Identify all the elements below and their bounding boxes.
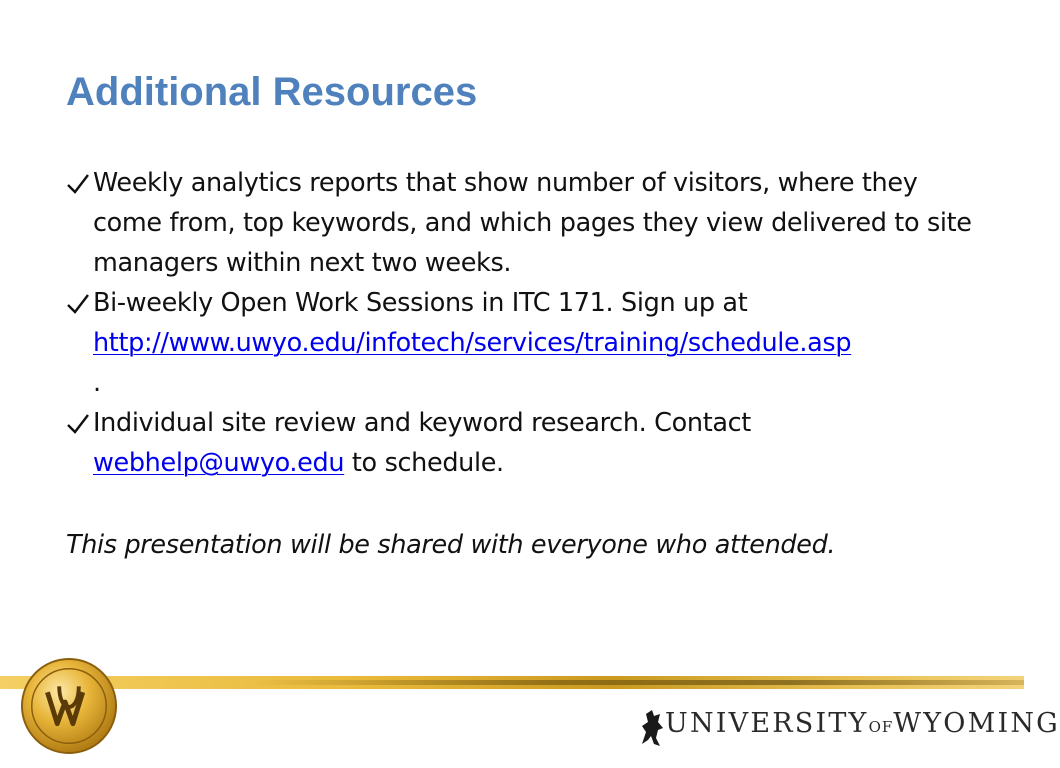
wordmark-of: OF: [868, 718, 894, 736]
bullet-text: Bi-weekly Open Work Sessions in ITC 171. Sign up at: [93, 288, 748, 318]
webhelp-email-link[interactable]: webhelp@uwyo.edu: [93, 448, 345, 478]
closing-note: This presentation will be shared with everyone who attended.: [66, 530, 836, 560]
check-icon: [66, 403, 92, 443]
university-wordmark: [665, 708, 1060, 739]
bullet-item-site-review: [66, 403, 986, 483]
wordmark-wyoming: WYOMING: [893, 708, 1060, 739]
schedule-link[interactable]: http://www.uwyo.edu/infotech/services/training/schedule.asp: [93, 328, 852, 358]
bucking-horse-icon: [636, 704, 666, 748]
check-icon: [66, 163, 92, 203]
footer-band-shadow: [250, 680, 1024, 685]
bullet-item-analytics: [66, 163, 986, 283]
bullet-list: [66, 163, 986, 483]
bullet-text-end: to schedule.: [344, 448, 504, 478]
bullet-text-end: .: [93, 368, 101, 398]
bullet-text: Weekly analytics reports that show number of visitors, where they come from, top keywords, and which pages they view delivered to site managers within next two weeks.: [93, 168, 972, 278]
check-icon: [66, 283, 92, 323]
slide-title: Additional Resources: [66, 70, 478, 114]
university-seal-icon: [20, 657, 118, 755]
bullet-text: Individual site review and keyword research. Contact: [93, 408, 751, 438]
wordmark-university: UNIVERSITY: [665, 708, 869, 739]
bullet-item-work-sessions: [66, 283, 986, 403]
